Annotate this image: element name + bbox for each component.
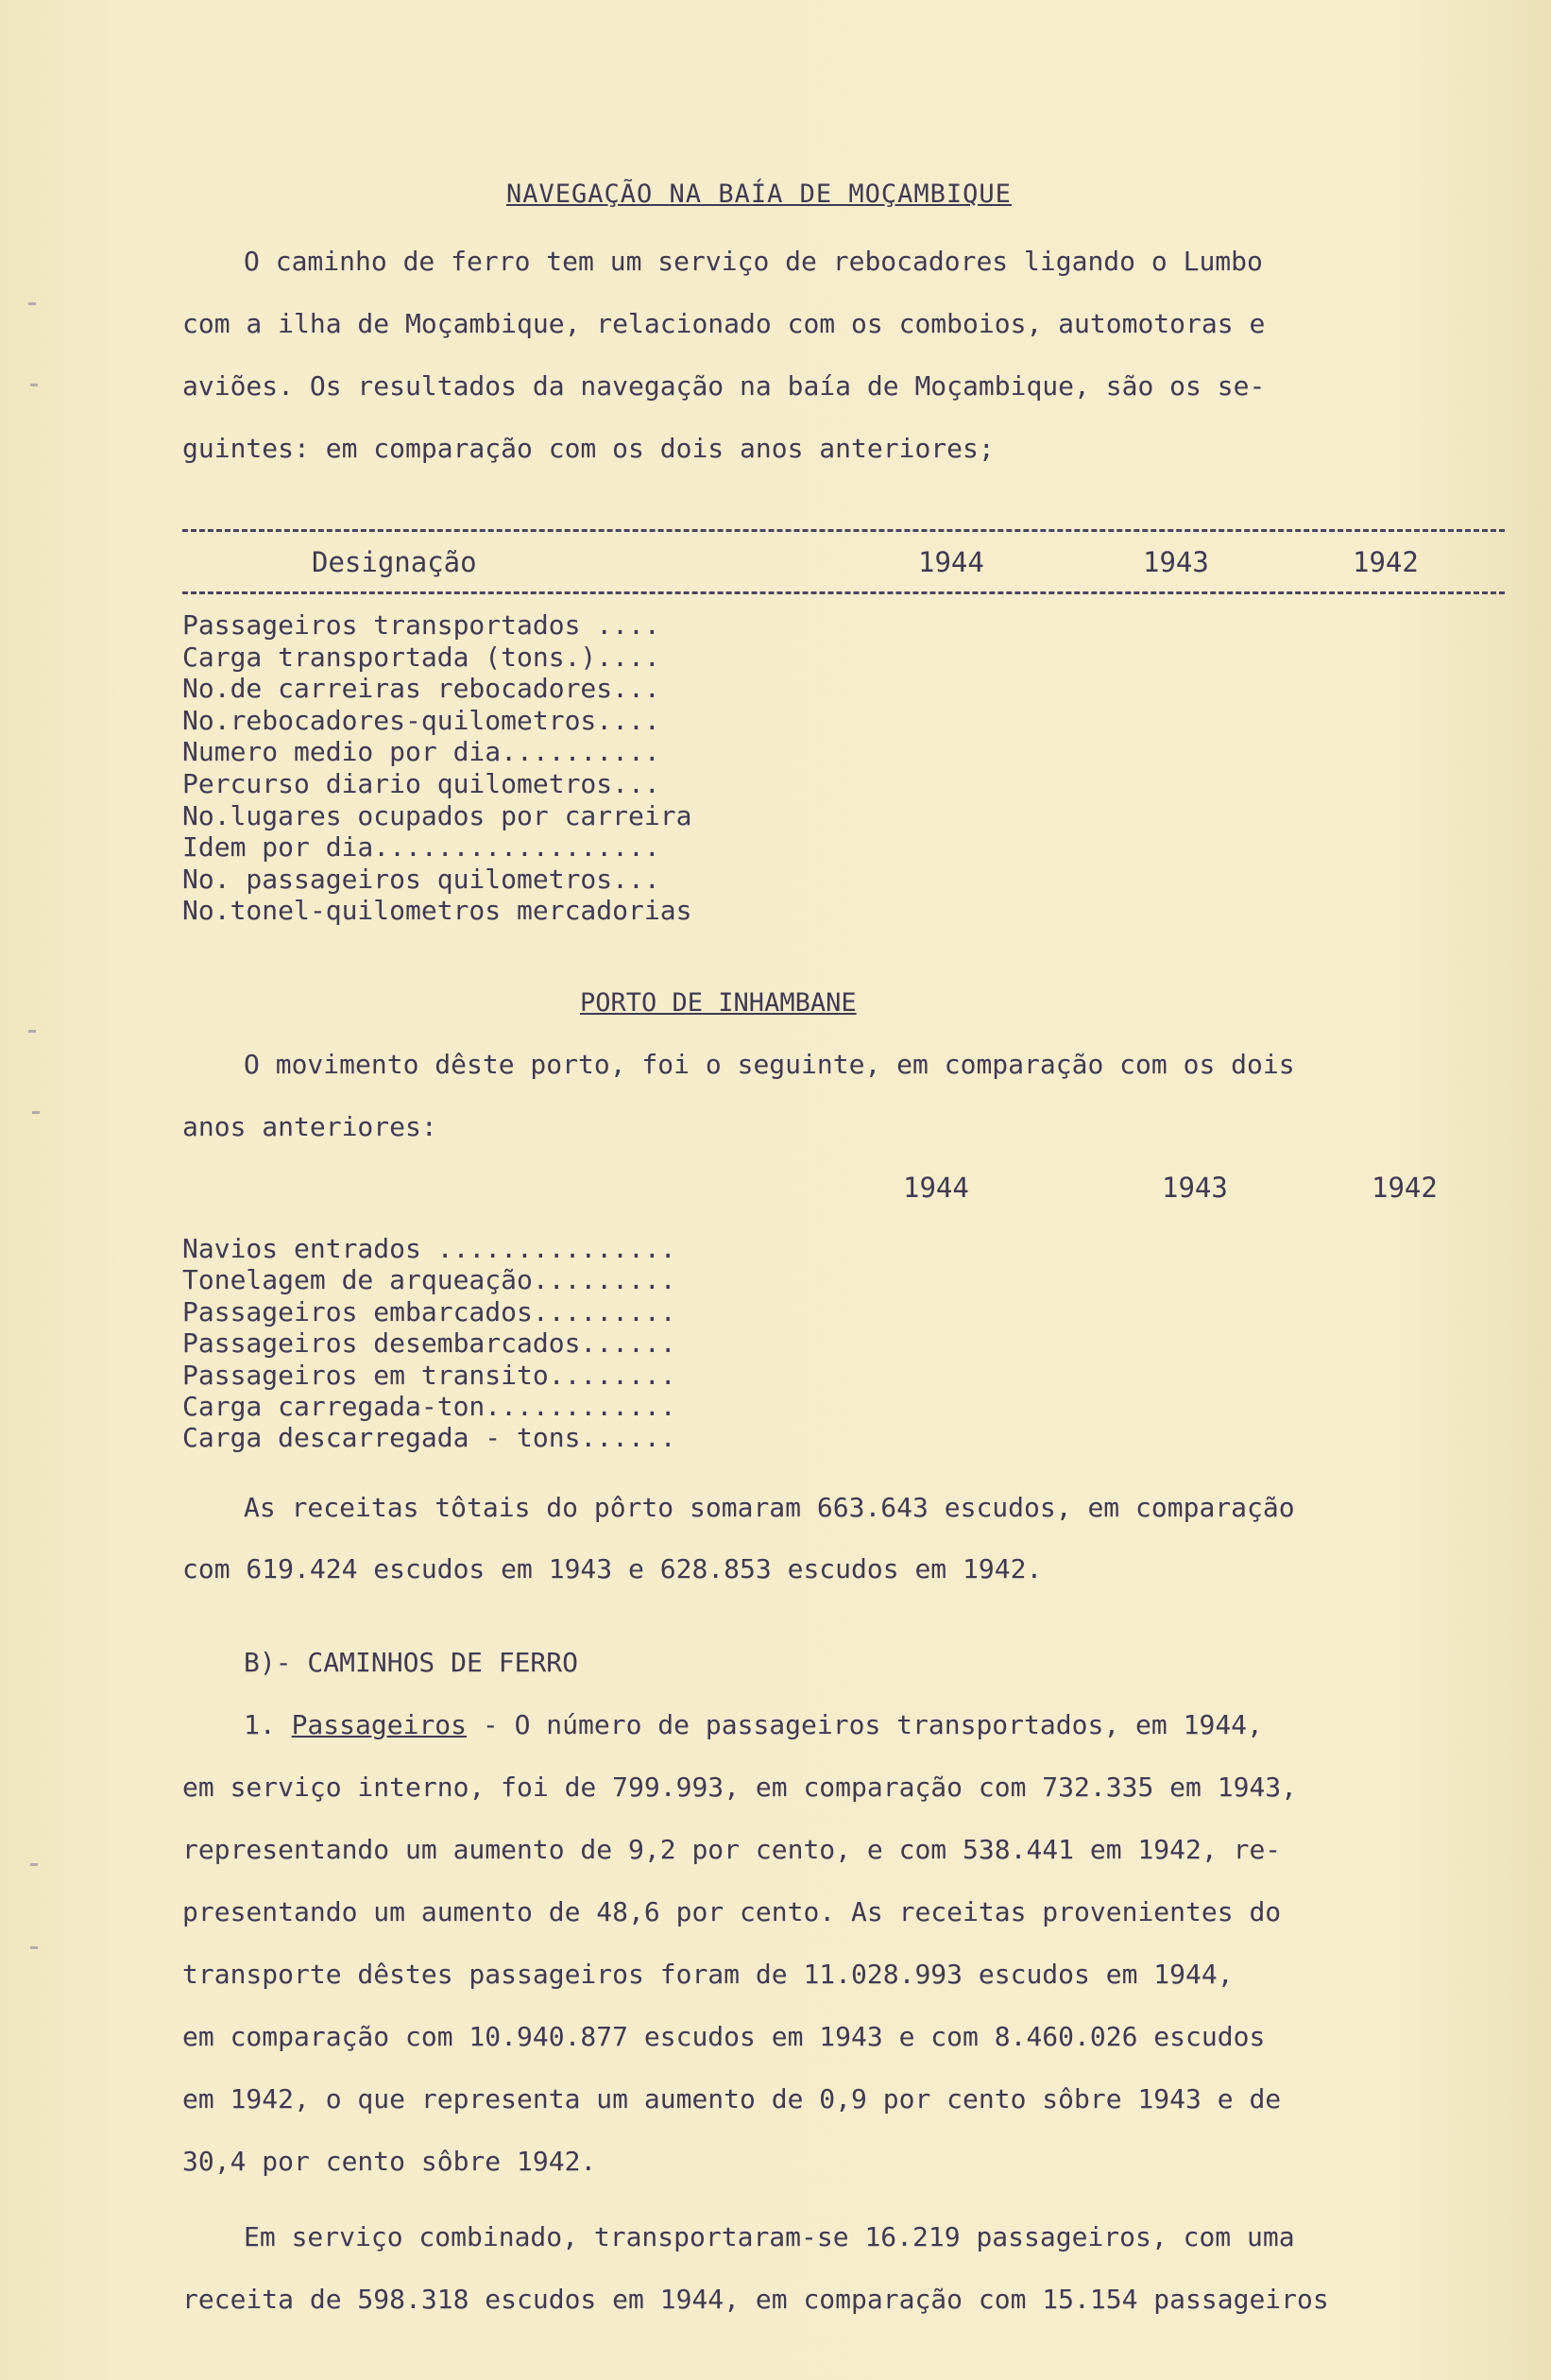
navegacao-intro-line-4: guintes: em comparação com os dois anos anteriores; [182, 433, 995, 464]
passageiros-line-2: em serviço interno, foi de 799.993, em comparação com 732.335 em 1943, [182, 1772, 1298, 1803]
navegacao-intro-line-3: aviões. Os resultados da navegação na baía de Moçambique, são os se- [182, 370, 1266, 402]
table-top-rule [182, 529, 1505, 532]
inhambane-intro-line-2: anos anteriores: [182, 1111, 437, 1142]
navegacao-table-row-label: Carga transportada (tons.).... [182, 641, 660, 673]
margin-mark [30, 1946, 38, 1949]
margin-mark [28, 302, 36, 305]
section-heading-caminhos: B)- CAMINHOS DE FERRO [244, 1647, 579, 1678]
inhambane-intro-line-1: O movimento dêste porto, foi o seguinte, em comparação com os dois [244, 1049, 1295, 1080]
combinado-line-1: Em serviço combinado, transportaram-se 16.219 passageiros, com uma [244, 2221, 1295, 2252]
passageiros-line-8: 30,4 por cento sôbre 1942. [182, 2146, 597, 2177]
combinado-line-2: receita de 598.318 escudos em 1944, em comparação com 15.154 passageiros [182, 2284, 1329, 2315]
passageiros-line-3: representando um aumento de 9,2 por cento, e com 538.441 em 1942, re- [182, 1834, 1282, 1865]
passageiros-line-4: presentando um aumento de 48,6 por cento. As receitas provenientes do [182, 1896, 1282, 1927]
navegacao-table-row-label: No.rebocadores-quilometros.... [182, 704, 660, 736]
inhambane-year-1944: 1944 [903, 1172, 969, 1204]
table-header-1942: 1942 [1353, 546, 1419, 578]
passageiros-line-6: em comparação com 10.940.877 escudos em 1943 e com 8.460.026 escudos [182, 2021, 1266, 2052]
navegacao-intro-line-2: com a ilha de Moçambique, relacionado com os comboios, automotoras e [182, 308, 1266, 339]
passageiros-first-line-text: - O número de passageiros transportados, em 1944, [467, 1709, 1263, 1740]
inhambane-table-row-label: Navios entrados ............... [182, 1233, 676, 1264]
passageiros-paragraph-first-line [244, 1694, 1263, 1756]
inhambane-table-row-label: Carga carregada-ton............ [182, 1391, 676, 1422]
inhambane-table-row-label: Carga descarregada - tons...... [182, 1422, 676, 1454]
navegacao-table-row-label: No.de carreiras rebocadores... [182, 673, 660, 705]
table-header-designacao: Designação [312, 546, 477, 578]
table-header-rule [182, 591, 1505, 594]
passageiros-line-5: transporte dêstes passageiros foram de 11.028.993 escudos em 1944, [182, 1959, 1234, 1990]
margin-mark [30, 1863, 38, 1866]
margin-mark [32, 1111, 40, 1114]
navegacao-table-row-label: Idem por dia.................. [182, 831, 660, 864]
paragraph-number: 1. [244, 1709, 292, 1740]
table-header-1944: 1944 [918, 546, 984, 578]
inhambane-table-row-label: Tonelagem de arqueação......... [182, 1264, 676, 1296]
navegacao-table-row-label: No.tonel-quilometros mercadorias [182, 895, 692, 927]
section-title-inhambane: PORTO DE INHAMBANE [580, 988, 857, 1018]
navegacao-table-row-label: Numero medio por dia.......... [182, 736, 660, 768]
inhambane-table-row-label: Passageiros desembarcados...... [182, 1327, 676, 1360]
inhambane-table-row-label: Passageiros embarcados......... [182, 1295, 676, 1327]
passageiros-label: Passageiros [291, 1709, 468, 1740]
inhambane-year-1942: 1942 [1372, 1172, 1438, 1204]
inhambane-year-1943: 1943 [1162, 1172, 1228, 1204]
margin-mark [28, 1030, 36, 1033]
navegacao-table-row-label: Percurso diario quilometros... [182, 768, 660, 799]
navegacao-table-row-label: Passageiros transportados .... [182, 609, 660, 641]
navegacao-table-row-label: No. passageiros quilometros... [182, 863, 660, 895]
margin-mark [30, 384, 38, 386]
section-title-navegacao: NAVEGAÇÃO NA BAÍA DE MOÇAMBIQUE [506, 180, 1012, 209]
passageiros-line-7: em 1942, o que representa um aumento de 0,9 por cento sôbre 1943 e de [182, 2083, 1282, 2115]
table-header-1943: 1943 [1143, 546, 1209, 578]
navegacao-intro-line-1: O caminho de ferro tem um serviço de rebocadores ligando o Lumbo [244, 246, 1263, 277]
inhambane-table-row-label: Passageiros em transito........ [182, 1359, 676, 1391]
navegacao-table-row-label: No.lugares ocupados por carreira [182, 799, 692, 831]
inhambane-receipts-line-1: As receitas tôtais do pôrto somaram 663.643 escudos, em comparação [244, 1492, 1295, 1523]
inhambane-receipts-line-2: com 619.424 escudos em 1943 e 628.853 escudos em 1942. [182, 1553, 1043, 1584]
